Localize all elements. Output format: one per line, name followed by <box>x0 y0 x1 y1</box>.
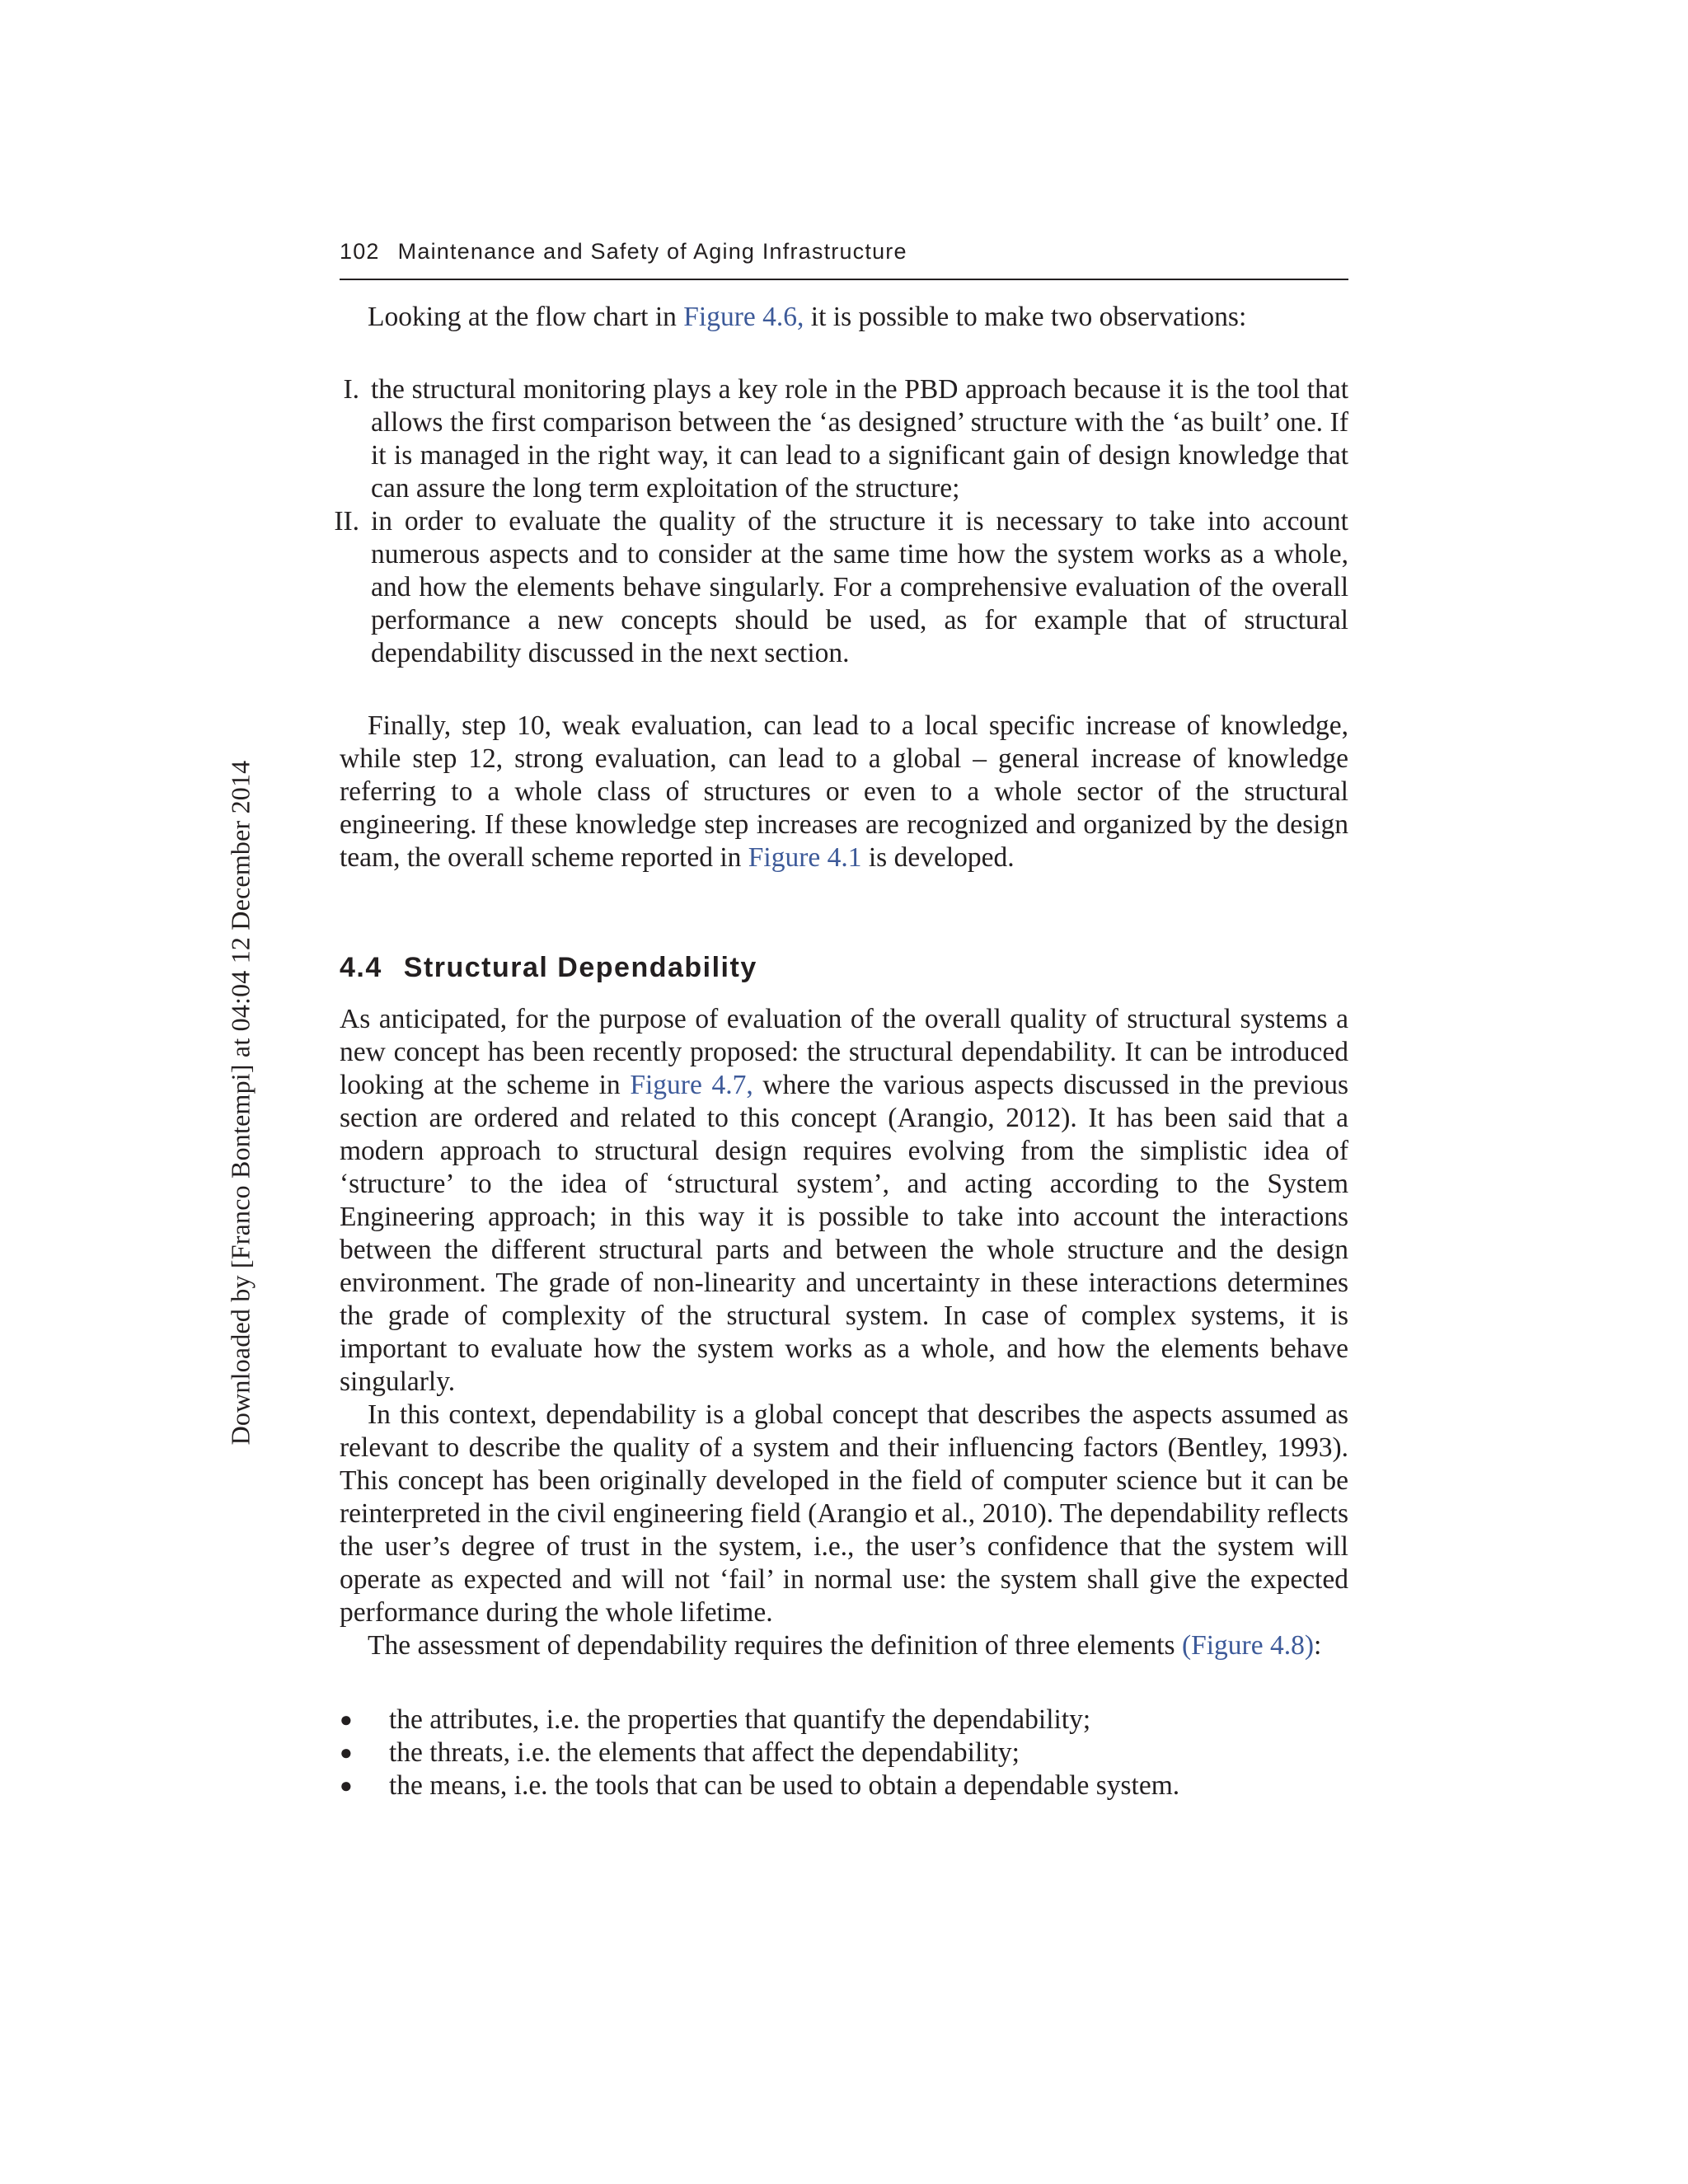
section-heading <box>340 950 1348 985</box>
list-item <box>334 505 1348 670</box>
list-item <box>340 1704 1348 1736</box>
para3-text-after: : <box>1313 1630 1322 1661</box>
intro-paragraph <box>340 301 1348 334</box>
para1-text-after: where the various aspects discussed in the previous section are ordered and related to this concept (Arangio, 2012). It has been said that a modern approach to structural design requires evolving from the simplistic idea of ‘structure’ to the idea of ‘structural system’, and acting according to the System Engineering approach; in this way it is possible to take into account the interactions between the different structural parts and between the whole structure and the design environment. The grade of non-linearity and uncertainty in these interactions determines the grade of complexity of the structural system. In case of complex systems, it is important to evaluate how the system works as a whole, and how the elements behave singularly. <box>340 1070 1348 1397</box>
list-item-text: the attributes, i.e. the properties that quantify the dependability; <box>389 1704 1091 1735</box>
bullet-icon: ● <box>340 1708 353 1732</box>
list-item-text: the threats, i.e. the elements that affect the dependability; <box>389 1737 1020 1768</box>
intro-text-after: it is possible to make two observations: <box>804 302 1247 332</box>
list-item <box>340 1769 1348 1802</box>
list-item-number: II. <box>334 506 359 537</box>
list-item <box>340 1736 1348 1769</box>
dependability-paragraph-3 <box>340 1629 1348 1662</box>
download-watermark: Downloaded by [Franco Bontempi] at 04:04 12 December 2014 <box>225 760 256 1446</box>
list-item-text: the structural monitoring plays a key role in the PBD approach because it is the tool that allows the first comparison between the ‘as designed’ structure with the ‘as built’ one. If it is managed in the right way, it can lead to a significant gain of design knowledge that can assure the long term exploitation of the structure; <box>371 374 1348 504</box>
book-title: Maintenance and Safety of Aging Infrastructure <box>397 239 907 264</box>
list-item-text: the means, i.e. the tools that can be used to obtain a dependable system. <box>389 1770 1180 1801</box>
para1-text-before: As anticipated, for the purpose of evaluation of the overall quality of structural systems a new concept has been recently proposed: the structural dependability. It can be introduced looking at the scheme in <box>340 1004 1348 1100</box>
intro-text-before: Looking at the flow chart in <box>368 302 684 332</box>
figure-ref-4-7[interactable]: Figure 4.7, <box>630 1070 753 1100</box>
dependability-elements-list <box>340 1704 1348 1802</box>
list-item <box>340 373 1348 505</box>
dependability-paragraph-1 <box>340 1003 1348 1399</box>
finally-text-before: Finally, step 10, weak evaluation, can lead to a local specific increase of knowledge, while step 12, strong evaluation, can lead to a global – general increase of knowledge referring to a whole class of structures or even to a whole sector of the structural engineering. If these knowledge step increases are recognized and organized by the design team, the overall scheme reported in <box>340 710 1348 873</box>
finally-paragraph <box>340 710 1348 874</box>
para3-text-before: The assessment of dependability requires the definition of three elements <box>368 1630 1182 1661</box>
bullet-icon: ● <box>340 1741 353 1765</box>
list-item-number: I. <box>343 374 359 405</box>
running-head <box>340 239 1348 280</box>
dependability-paragraph-2: In this context, dependability is a global concept that describes the aspects assumed as relevant to describe the quality of a system and their influencing factors (Bentley, 1993). This concept has been originally developed in the field of computer science but it can be reinterpreted in the civil engineering field (Arangio et al., 2010). The dependability reflects the user’s degree of trust in the system, i.e., the user’s confidence that the system will operate as expected and will not ‘fail’ in normal use: the system shall give the expected performance during the whole lifetime. <box>340 1399 1348 1628</box>
figure-ref-4-1[interactable]: Figure 4.1 <box>748 842 862 873</box>
section-title: Structural Dependability <box>403 952 757 983</box>
page-body <box>334 301 1348 1802</box>
observation-list <box>334 373 1348 670</box>
page-number: 102 <box>340 239 380 264</box>
section-number: 4.4 <box>340 952 382 983</box>
finally-text-after: is developed. <box>861 842 1015 873</box>
figure-ref-4-6[interactable]: Figure 4.6, <box>683 302 804 332</box>
figure-ref-4-8[interactable]: (Figure 4.8) <box>1181 1630 1314 1661</box>
list-item-text: in order to evaluate the quality of the structure it is necessary to take into account numerous aspects and to consider at the same time how the system works as a whole, and how the elements behave singularly. For a comprehensive evaluation of the overall performance a new concepts should be used, as for example that of structural dependability discussed in the next section. <box>371 506 1348 668</box>
bullet-icon: ● <box>340 1774 353 1797</box>
